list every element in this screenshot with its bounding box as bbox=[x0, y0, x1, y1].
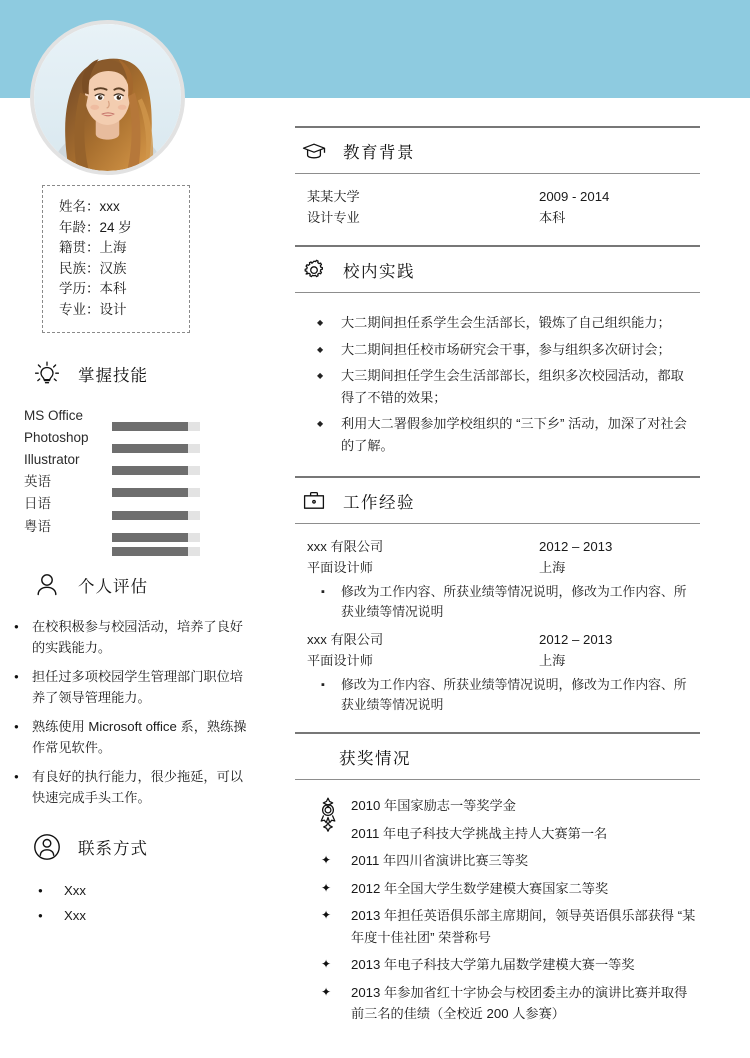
campus-practice-title: 校内实践 bbox=[343, 262, 415, 281]
campus-practice-body bbox=[295, 293, 700, 474]
skill-bar bbox=[112, 533, 200, 542]
education-row bbox=[307, 208, 696, 229]
education-section bbox=[295, 126, 700, 243]
award-item: ✦ 2013 年担任英语俱乐部主席期间，领导英语俱乐部获得 “某年度十佳社团” 荣誉称号 bbox=[307, 905, 696, 948]
work-role: 平面设计师 bbox=[307, 652, 373, 668]
skill-label-photoshop: Photoshop bbox=[24, 429, 89, 445]
award-item: ✦ 2011 年四川省演讲比赛三等奖 bbox=[307, 850, 696, 872]
personal-info-ethnicity: 民族：汉族 bbox=[59, 260, 127, 276]
skill-bar-fill bbox=[112, 488, 188, 497]
skills-list bbox=[24, 405, 268, 538]
work-entry bbox=[307, 537, 696, 622]
work-entry bbox=[307, 630, 696, 715]
stray-skill-bar bbox=[112, 547, 200, 556]
personal-info-degree: 学历：本科 bbox=[59, 281, 127, 297]
award-item: ✦ 2013 年电子科技大学第九届数学建模大赛一等奖 bbox=[307, 954, 696, 976]
graduation-cap-icon bbox=[301, 138, 327, 164]
campus-practice-section-header bbox=[295, 247, 700, 293]
stray-skill-bar-fill bbox=[112, 547, 188, 556]
skill-label-english: 英语 bbox=[24, 474, 51, 490]
skill-bar-fill bbox=[112, 422, 188, 431]
work-location: 上海 bbox=[539, 652, 566, 668]
skill-bar bbox=[112, 488, 200, 497]
skill-bar bbox=[112, 422, 200, 431]
skill-bar-fill bbox=[112, 466, 188, 475]
skill-bar bbox=[112, 511, 200, 520]
work-bullet-list bbox=[307, 675, 696, 715]
briefcase-icon bbox=[301, 488, 327, 514]
gear-icon bbox=[301, 257, 327, 283]
campus-practice-item: ◆ 大二期间担任系学生会生活部长，锻炼了自己组织能力； bbox=[307, 312, 696, 334]
skill-bar-fill bbox=[112, 511, 188, 520]
lightbulb-icon bbox=[30, 357, 64, 391]
skill-bar bbox=[112, 466, 200, 475]
evaluation-title: 个人评估 bbox=[78, 577, 148, 596]
award-item: 2010 年国家励志一等奖学金 bbox=[351, 798, 516, 813]
contact-item[interactable]: ● Xxx bbox=[34, 905, 268, 926]
work-period: 2012 – 2013 bbox=[539, 632, 613, 647]
education-row bbox=[307, 187, 696, 208]
work-entry-row bbox=[307, 651, 696, 672]
skills-section-header bbox=[30, 357, 268, 391]
work-experience-body bbox=[295, 524, 700, 730]
education-degree: 本科 bbox=[539, 209, 566, 225]
evaluation-section-header bbox=[30, 568, 268, 602]
contact-list bbox=[34, 880, 268, 926]
awards-list bbox=[307, 795, 696, 1025]
campus-practice-section bbox=[295, 245, 700, 474]
work-experience-title: 工作经验 bbox=[343, 493, 415, 512]
user-circle-icon bbox=[30, 830, 64, 864]
work-company: xxx 有限公司 bbox=[307, 539, 384, 554]
work-entry-row bbox=[307, 630, 696, 651]
evaluation-item: ● 熟练使用 Microsoft office 系，熟练操作常见软件。 bbox=[12, 716, 248, 758]
personal-info-hometown: 籍贯：上海 bbox=[59, 240, 127, 256]
work-company: xxx 有限公司 bbox=[307, 632, 384, 647]
contact-item[interactable]: ● Xxx bbox=[34, 880, 268, 901]
skill-bar-fill bbox=[112, 533, 188, 542]
work-period: 2012 – 2013 bbox=[539, 539, 613, 554]
awards-title: 获奖情况 bbox=[339, 749, 411, 768]
work-entry-row bbox=[307, 537, 696, 558]
work-experience-section bbox=[295, 476, 700, 730]
campus-practice-item: ◆ 大三期间担任学生会生活部部长，组织多次校园活动，都取得了不错的效果； bbox=[307, 365, 696, 408]
skill-bars bbox=[112, 422, 200, 556]
education-entry bbox=[307, 187, 696, 228]
awards-section-header bbox=[295, 734, 700, 780]
education-major: 设计专业 bbox=[307, 209, 360, 225]
evaluation-item: ● 在校积极参与校园活动，培养了良好的实践能力。 bbox=[12, 616, 248, 658]
education-title: 教育背景 bbox=[343, 143, 415, 162]
skill-label-illustrator: Illustrator bbox=[24, 451, 80, 467]
contact-section-header bbox=[30, 830, 268, 864]
work-location: 上海 bbox=[539, 559, 566, 575]
contact-title: 联系方式 bbox=[78, 839, 148, 858]
personal-info-age: 年龄：24 岁 bbox=[59, 219, 132, 235]
skills-title: 掌握技能 bbox=[78, 366, 148, 385]
education-section-header bbox=[295, 128, 700, 174]
evaluation-list bbox=[12, 616, 248, 808]
evaluation-item: ● 担任过多项校园学生管理部门职位培养了领导管理能力。 bbox=[12, 666, 248, 708]
work-experience-section-header bbox=[295, 478, 700, 524]
education-school: 某某大学 bbox=[307, 189, 360, 204]
award-item: ✦ 2013 年参加省红十字协会与校团委主办的演讲比赛并取得前三名的佳绩（全校近 200 人参赛） bbox=[307, 982, 696, 1025]
personal-info-major: 专业：设计 bbox=[59, 301, 127, 317]
avatar-image bbox=[34, 24, 181, 171]
skill-bar-fill bbox=[112, 444, 188, 453]
evaluation-item: ● 有良好的执行能力，很少拖延，可以快速完成手头工作。 bbox=[12, 766, 248, 808]
personal-info-name: 姓名：xxx bbox=[59, 199, 120, 214]
main-content bbox=[295, 126, 700, 1046]
education-body bbox=[295, 174, 700, 243]
person-icon bbox=[30, 568, 64, 602]
avatar bbox=[30, 20, 185, 175]
work-bullet-list bbox=[307, 582, 696, 622]
award-item: 2011 年电子科技大学挑战主持人大赛第一名 bbox=[351, 825, 608, 841]
awards-section bbox=[295, 732, 700, 1044]
award-item: ✦ 2012 年全国大学生数学建模大赛国家二等奖 bbox=[307, 878, 696, 900]
campus-practice-item: ◆ 利用大二署假参加学校组织的 “三下乡” 活动，加深了对社会的了解。 bbox=[307, 413, 696, 456]
portrait-illustration bbox=[34, 24, 181, 171]
skill-label-japanese: 日语 bbox=[24, 496, 51, 512]
personal-info-box bbox=[42, 185, 190, 333]
awards-body bbox=[295, 780, 700, 1044]
skill-label-ms-office: MS Office bbox=[24, 407, 84, 423]
work-role: 平面设计师 bbox=[307, 559, 373, 575]
work-entry-row bbox=[307, 558, 696, 579]
skill-bar bbox=[112, 444, 200, 453]
campus-practice-list bbox=[307, 312, 696, 456]
work-bullet: ▪ 修改为工作内容、所获业绩等情况说明，修改为工作内容、所获业绩等情况说明 bbox=[307, 582, 696, 622]
work-bullet: ▪ 修改为工作内容、所获业绩等情况说明，修改为工作内容、所获业绩等情况说明 bbox=[307, 675, 696, 715]
education-period: 2009 - 2014 bbox=[539, 189, 610, 204]
skill-label-cantonese: 粤语 bbox=[24, 518, 51, 534]
campus-practice-item: ◆ 大二期间担任校市场研究会干事，参与组织多次研讨会； bbox=[307, 339, 696, 361]
